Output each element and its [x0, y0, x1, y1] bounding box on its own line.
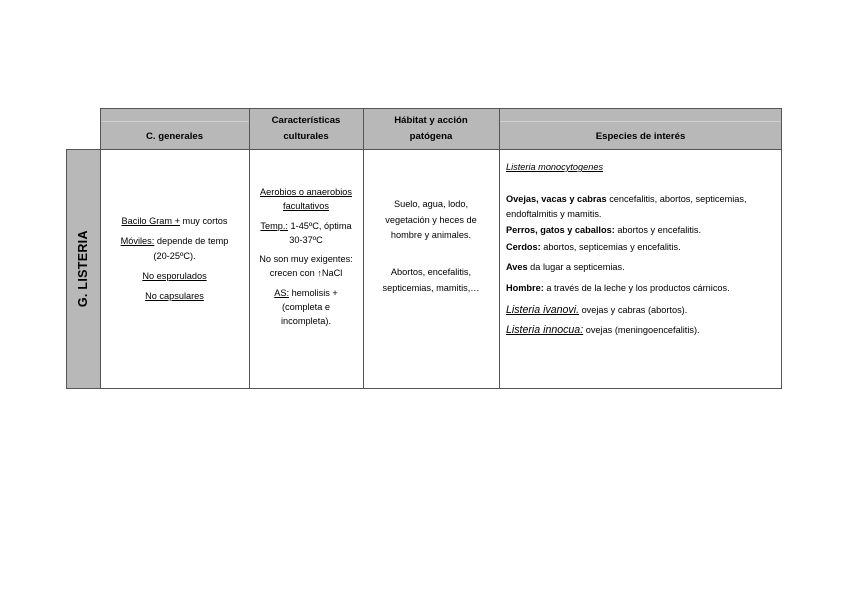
- generales-moviles-temp: (20-25ºC).: [153, 250, 196, 261]
- culturales-exigentes-1: No son muy exigentes:: [259, 254, 353, 264]
- cell-habitat: [363, 197, 499, 296]
- culturales-as-3: incompleta).: [280, 316, 332, 326]
- header-generales: [100, 108, 249, 150]
- habitat-suelo-3: hombre y animales.: [390, 230, 472, 241]
- header-habitat-line2: patógena: [409, 131, 453, 143]
- generales-esporulados: No esporulados: [142, 270, 207, 281]
- header-habitat: [363, 108, 499, 150]
- header-habitat-line1: Hábitat y acción: [394, 115, 468, 127]
- cell-especies: [506, 160, 778, 339]
- habitat-suelo-1: Suelo, agua, lodo,: [393, 199, 469, 209]
- header-culturales-line2: culturales: [283, 131, 329, 143]
- culturales-as: AS: hemolisis +: [274, 287, 338, 298]
- generales-bacilo: Bacilo Gram + muy cortos: [121, 216, 228, 226]
- especies-cerdos: Cerdos: abortos, septicemias y encefalitis.: [506, 242, 681, 252]
- culturales-temp-opt: 30-37ºC: [289, 234, 323, 245]
- especies-ivanovi: Listeria ivanovi. ovejas y cabras (abortos).: [506, 303, 688, 316]
- culturales-exigentes-2: crecen con ↑NaCl: [269, 268, 343, 279]
- especies-perros: Perros, gatos y caballos: abortos y encefalitis.: [506, 224, 702, 235]
- row-label-text: G. LISTERIA: [75, 230, 90, 308]
- especies-ovejas-2: endoftalmitis y mamitis.: [506, 208, 602, 219]
- row-label: [66, 149, 101, 389]
- culturales-aerobios-1: Aerobios o anaerobios: [260, 187, 352, 197]
- habitat-abortos-2: septicemias, mamitis,…: [382, 282, 480, 293]
- culturales-temp: Temp.: 1-45ºC, óptima: [260, 220, 352, 231]
- especies-ovejas: Ovejas, vacas y cabras cencefalitis, abortos, septicemias,: [506, 194, 747, 205]
- header-culturales: [249, 108, 363, 150]
- culturales-as-2: (completa e: [281, 301, 330, 312]
- header-especies: [499, 108, 782, 150]
- cell-generales: [100, 214, 249, 303]
- habitat-abortos-1: Abortos, encefalitis,: [390, 266, 472, 277]
- header-especies-label: Especies de interés: [595, 131, 686, 143]
- col-divider-3: [499, 108, 500, 389]
- especies-aves: Aves da lugar a septicemias.: [506, 262, 625, 273]
- header-culturales-line1: Características: [271, 115, 341, 127]
- header-generales-label: C. generales: [145, 131, 204, 143]
- especies-innocua: Listeria innocua: ovejas (meningoencefalitis).: [506, 324, 700, 337]
- especies-hombre: Hombre: a través de la leche y los productos cárnicos.: [506, 282, 730, 293]
- habitat-suelo-2: vegetación y heces de: [385, 214, 477, 225]
- culturales-aerobios-2: facultativos: [283, 201, 329, 212]
- generales-moviles: Móviles: depende de temp: [120, 236, 229, 247]
- cell-culturales: [249, 185, 363, 328]
- especies-monocytogenes: Listeria monocytogenes: [506, 162, 604, 172]
- generales-capsulares: No capsulares: [145, 291, 204, 301]
